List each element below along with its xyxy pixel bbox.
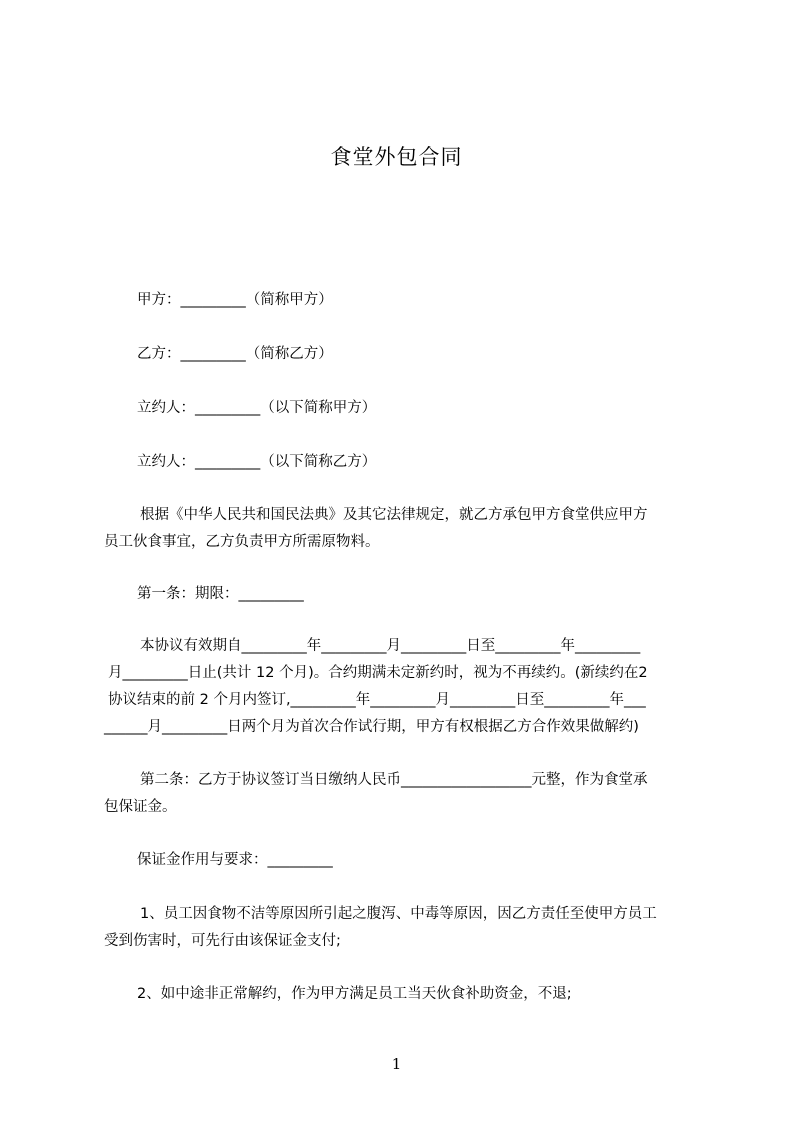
deposit-item-1-line-2: 受到伤害时，可先行由该保证金支付; [104, 933, 341, 949]
article-1-line-3: 协议结束的前 2 个月内签订,_________年_________月_________日至_________年___ [108, 692, 646, 708]
article-2-line-2: 包保证金。 [104, 799, 177, 815]
page-number: 1 [391, 1055, 402, 1073]
party-b-line: 乙方：_________（简称乙方） [137, 346, 333, 362]
deposit-heading: 保证金作用与要求：_________ [137, 852, 333, 868]
signatory-1-line: 立约人：_________（以下简称甲方） [137, 400, 377, 416]
preamble-line-1: 根据《中华人民共和国民法典》及其它法律规定，就乙方承包甲方食堂供应甲方 [140, 507, 648, 523]
deposit-item-2-line: 2、如中途非正常解约，作为甲方满足员工当天伙食补助资金，不退; [137, 986, 572, 1002]
deposit-item-1-line-1: 1、员工因食物不洁等原因所引起之腹泻、中毒等原因，因乙方责任至使甲方员工 [140, 906, 657, 922]
preamble-line-2: 员工伙食事宜，乙方负责甲方所需原物料。 [104, 534, 380, 550]
article-1-line-1: 本协议有效期自_________年_________月_________日至_________年_________ [140, 638, 641, 654]
document-title: 食堂外包合同 [330, 145, 463, 169]
article-1-line-2: 月_________日止(共计 12 个月)。合约期满未定新约时，视为不再续约。(新续约在2 [108, 665, 648, 681]
article-2-line-1: 第二条：乙方于协议签订当日缴纳人民币__________________元整，作为食堂承 [140, 772, 648, 788]
article-1-heading: 第一条：期限：_________ [137, 586, 304, 602]
party-a-line: 甲方：_________（简称甲方） [137, 292, 333, 308]
article-1-line-4: ______月_________日两个月为首次合作试行期，甲方有权根据乙方合作效果做解约) [104, 719, 639, 735]
signatory-2-line: 立约人：_________（以下简称乙方） [137, 454, 377, 470]
